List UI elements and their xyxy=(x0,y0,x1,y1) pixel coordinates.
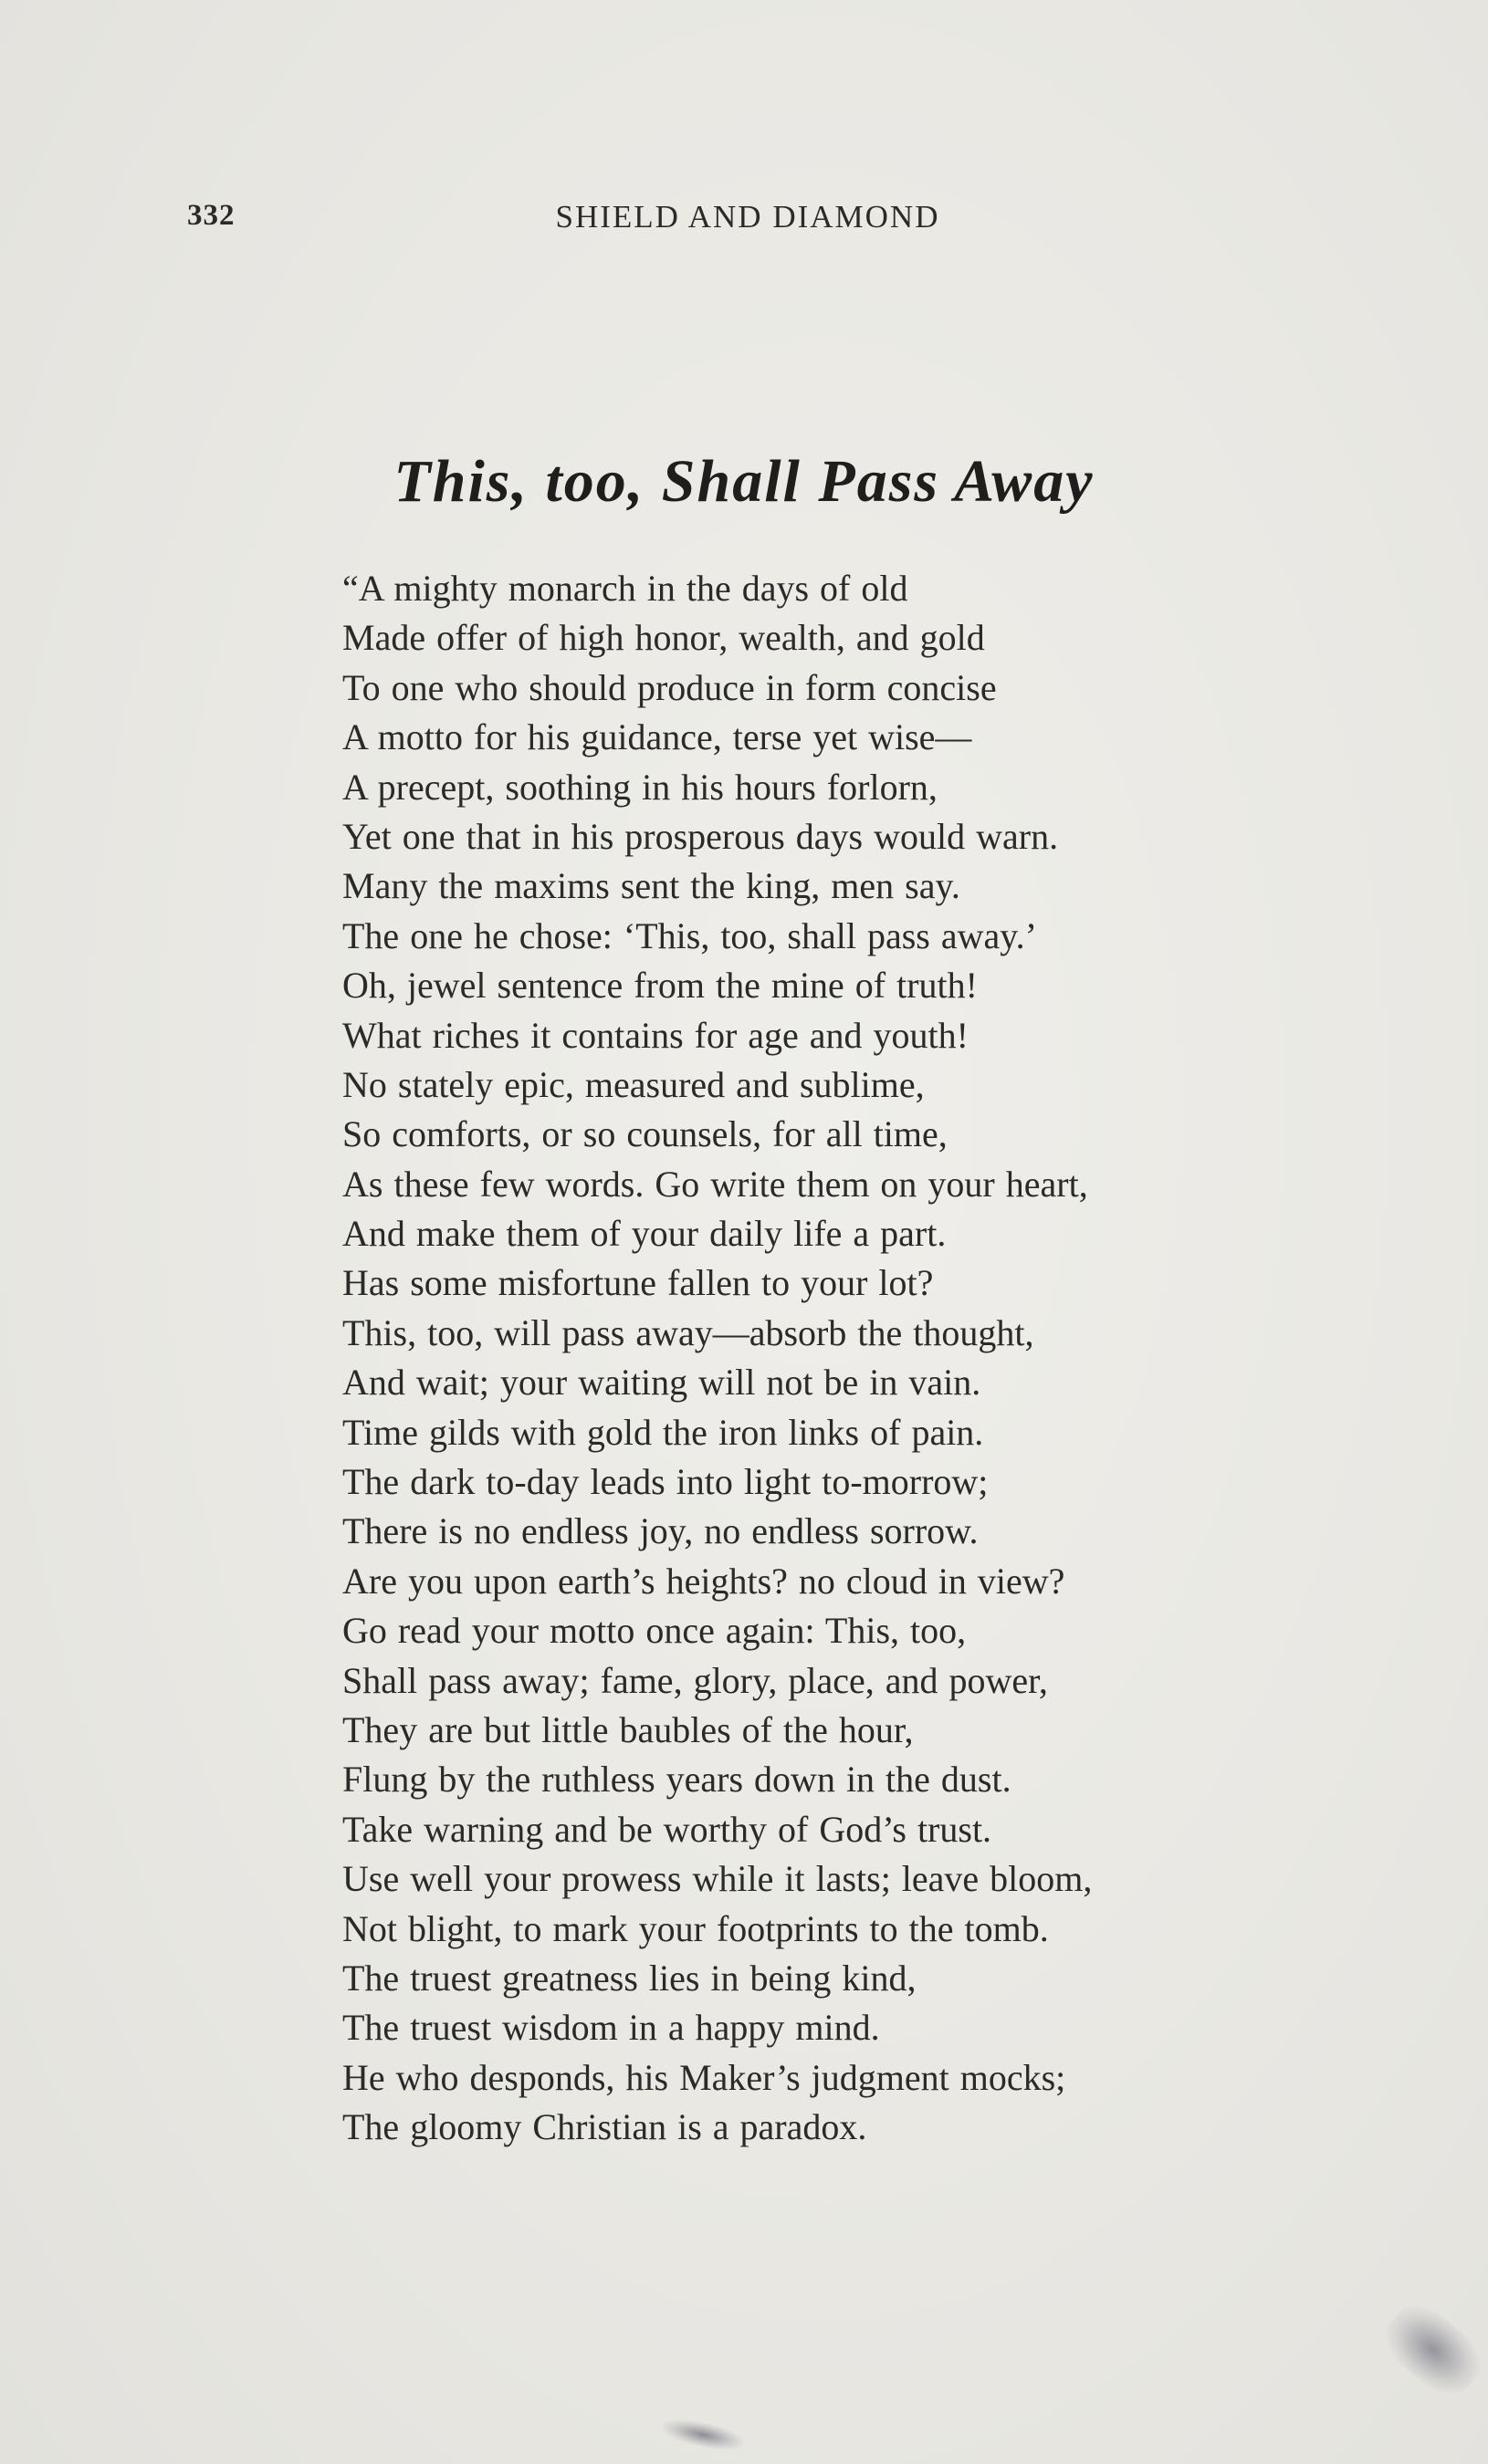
poem-line: Are you upon earth’s heights? no cloud in view? xyxy=(342,1560,1065,1602)
poem-line: Time gilds with gold the iron links of pain. xyxy=(342,1411,984,1453)
poem-title: This, too, Shall Pass Away xyxy=(393,448,1095,515)
poem-line: Oh, jewel sentence from the mine of truth! xyxy=(342,965,978,1007)
poem-line: As these few words. Go write them on your heart, xyxy=(342,1163,1088,1205)
poem-line: And make them of your daily life a part. xyxy=(342,1213,947,1255)
poem-line: To one who should produce in form concise xyxy=(342,666,997,708)
poem-line: And wait; your waiting will not be in vain. xyxy=(342,1362,981,1404)
poem-line: There is no endless joy, no endless sorrow. xyxy=(342,1510,979,1552)
poem-line: The dark to-day leads into light to-morrow; xyxy=(342,1461,989,1503)
poem-line: Made offer of high honor, wealth, and gold xyxy=(342,617,985,659)
ink-smudge xyxy=(1374,2293,1488,2407)
poem-line: What riches it contains for age and youth! xyxy=(342,1014,969,1056)
ink-smudge xyxy=(660,2415,745,2455)
poem-line: Shall pass away; fame, glory, place, and power, xyxy=(342,1659,1048,1701)
poem-line: The one he chose: ‘This, too, shall pass away.’ xyxy=(342,914,1037,956)
poem-body xyxy=(342,564,1092,2153)
poem-line: He who desponds, his Maker’s judgment mocks; xyxy=(342,2056,1066,2098)
poem-line: Not blight, to mark your footprints to the tomb. xyxy=(342,1907,1049,1949)
poem-line: Yet one that in his prosperous days would warn. xyxy=(342,815,1059,857)
page-number: 332 xyxy=(187,199,236,232)
poem-line: Take warning and be worthy of God’s trust. xyxy=(342,1808,992,1850)
poem-line: “A mighty monarch in the days of old xyxy=(342,568,908,609)
poem-line: A precept, soothing in his hours forlorn, xyxy=(342,766,938,808)
poem-line: The truest greatness lies in being kind, xyxy=(342,1957,917,1999)
running-head: SHIELD AND DIAMOND xyxy=(555,199,940,235)
poem-line: They are but little baubles of the hour, xyxy=(342,1708,914,1750)
poem-line: Has some misfortune fallen to your lot? xyxy=(342,1262,934,1304)
poem-line: So comforts, or so counsels, for all time, xyxy=(342,1113,948,1155)
poem-line: The gloomy Christian is a paradox. xyxy=(342,2106,867,2148)
poem-line: Use well your prowess while it lasts; leave bloom, xyxy=(342,1858,1093,1900)
poem-line: Go read your motto once again: This, too, xyxy=(342,1610,967,1652)
poem-line: The truest wisdom in a happy mind. xyxy=(342,2007,880,2049)
poem-line: Flung by the ruthless years down in the dust. xyxy=(342,1759,1011,1801)
poem-line: A motto for his guidance, terse yet wise— xyxy=(342,716,972,758)
poem-line: No stately epic, measured and sublime, xyxy=(342,1063,925,1105)
poem-line: This, too, will pass away—absorb the thought, xyxy=(342,1311,1034,1353)
poem-line: Many the maxims sent the king, men say. xyxy=(342,865,960,907)
